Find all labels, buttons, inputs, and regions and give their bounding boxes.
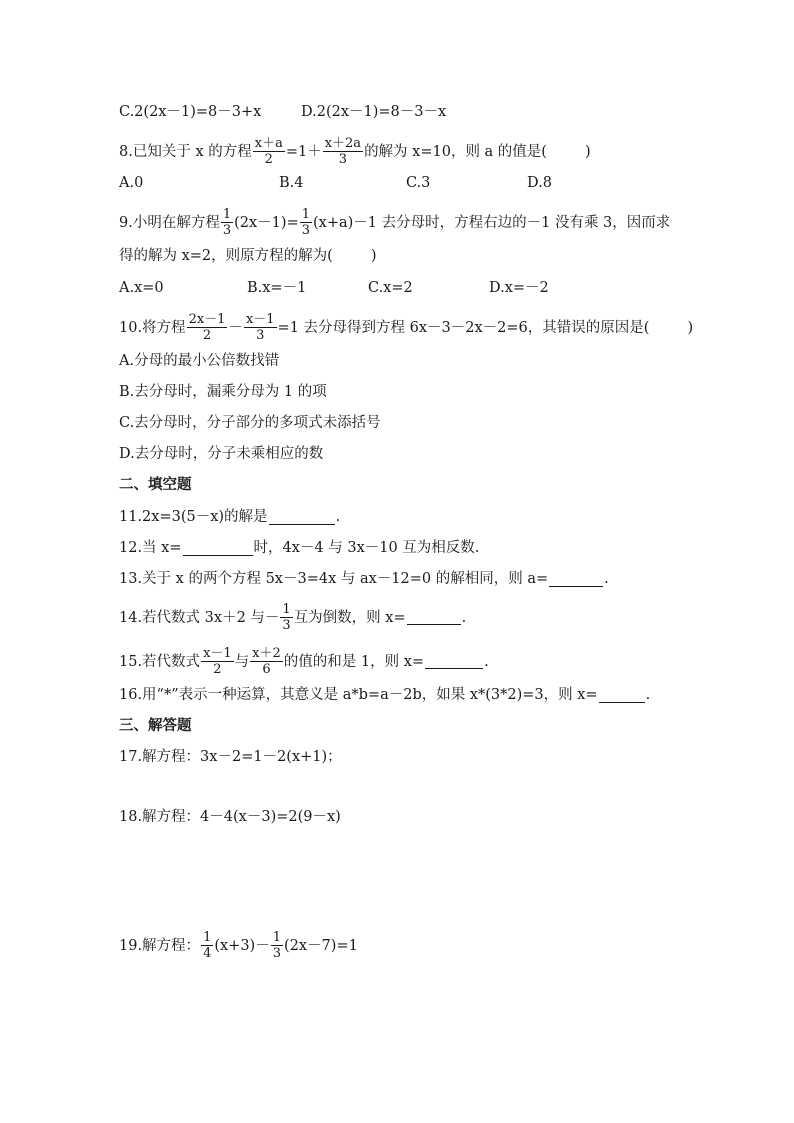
q9-fraction-2: $\frac{1}{3}$: [301, 207, 310, 238]
question-18: 18.解方程：4－4(x－3)=2(9－x): [119, 809, 341, 825]
q19-fraction-2: $\frac{1}{3}$: [272, 930, 281, 961]
question-11: 11.2x=3(5－x)的解是 .: [119, 509, 341, 525]
question-14: 14.若代数式 3x＋2 与－ $\frac{1}{3}$ 互为倒数，则 x= .: [119, 602, 467, 633]
section-3-heading: 三、解答题: [119, 718, 192, 734]
q10-fraction-2: $\frac{x-1}{3}$: [245, 312, 275, 343]
question-10: 10.将方程 $\frac{2x-1}{2}$ － $\frac{x-1}{3}$ =1 去分母得到方程 6x－3－2x－2=6，其错误的原因是( ): [119, 312, 694, 343]
question-16: 16.用“*”表示一种运算，其意义是 a*b=a－2b，如果 x*(3*2)=3，则 x= .: [119, 687, 651, 703]
q8-option-a: A.0: [119, 175, 144, 191]
q8-options: [119, 173, 552, 193]
q10-option-b: B.去分母时，漏乘分母为 1 的项: [119, 384, 327, 400]
q10-fraction-1: $\frac{2x-1}{2}$: [188, 312, 226, 343]
q8-option-d: D.8: [527, 175, 552, 191]
q8-prefix: 8.已知关于 x 的方程: [119, 143, 252, 160]
q7-option-d: D.2(2x－1)=8－3－x: [301, 104, 447, 120]
q9-option-b: B.x=－1: [247, 280, 307, 296]
q10-option-d: D.去分母时，分子未乘相应的数: [119, 446, 324, 462]
q9-options: [119, 278, 549, 298]
answer-blank: [269, 510, 335, 525]
answer-blank: [425, 654, 483, 669]
question-8: 8.已知关于 x 的方程 $\frac{x+a}{2}$ =1＋ $\frac{x+2a}{3}$ 的解为 x=10，则 a 的值是( ): [119, 136, 591, 167]
q8-option-c: C.3: [406, 175, 431, 191]
section-2-heading: 二、填空题: [119, 477, 192, 493]
q9-option-a: A.x=0: [119, 280, 164, 296]
q7-option-c: C.2(2x－1)=8－3+x: [119, 104, 262, 120]
q19-fraction-1: $\frac{1}{4}$: [203, 930, 212, 961]
q15-fraction-1: $\frac{x-1}{2}$: [203, 646, 232, 677]
q9-option-c: C.x=2: [368, 280, 413, 296]
q10-option-c: C.去分母时，分子部分的多项式未添括号: [119, 415, 381, 431]
q15-fraction-2: $\frac{x+2}{6}$: [252, 646, 281, 677]
q7-options-cd: [119, 102, 446, 122]
q8-fraction-1: $\frac{x+a}{2}$: [254, 136, 283, 167]
answer-blank: [549, 572, 603, 587]
question-15: 15.若代数式 $\frac{x-1}{2}$ 与 $\frac{x+2}{6}$ 的值的和是 1，则 x= .: [119, 646, 489, 677]
question-9-line-2: 得的解为 x=2，则原方程的解为( ): [119, 248, 377, 264]
q8-fraction-2: $\frac{x+2a}{3}$: [324, 136, 362, 167]
question-17: 17.解方程：3x－2=1－2(x+1)；: [119, 749, 342, 765]
question-12: 12.当 x= 时，4x－4 与 3x－10 互为相反数.: [119, 540, 480, 556]
q9-fraction-1: $\frac{1}{3}$: [222, 207, 232, 238]
answer-blank: [599, 688, 645, 703]
answer-blank: [407, 610, 461, 625]
question-9: 9.小明在解方程 $\frac{1}{3}$ (2x－1)= $\frac{1}{3}$ (x+a)－1 去分母时，方程右边的－1 没有乘 3，因而求: [119, 207, 671, 238]
answer-blank: [183, 541, 253, 556]
q10-option-a: A.分母的最小公倍数找错: [119, 353, 280, 369]
question-19: 19.解方程： $\frac{1}{4}$ (x+3)－ $\frac{1}{3}$ (2x－7)=1: [119, 930, 358, 961]
q14-fraction: $\frac{1}{3}$: [282, 602, 291, 633]
q9-option-d: D.x=－2: [489, 280, 549, 296]
question-13: 13.关于 x 的两个方程 5x－3=4x 与 ax－12=0 的解相同，则 a= .: [119, 571, 609, 587]
q8-option-b: B.4: [279, 175, 304, 191]
